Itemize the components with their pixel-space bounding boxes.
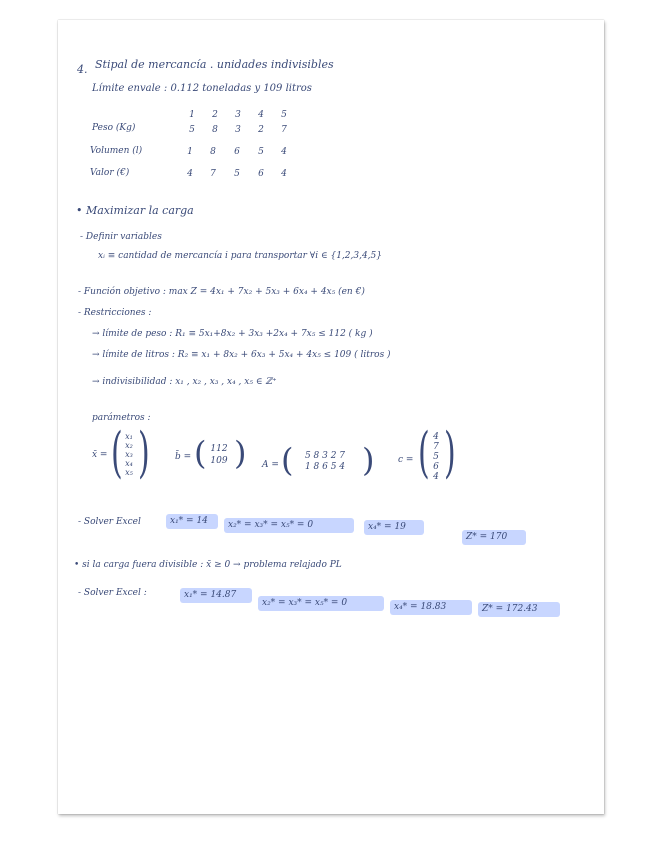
solver1-x4: x₄* = 19: [368, 522, 406, 532]
table-cell: 6: [258, 169, 264, 179]
table-cell: 6: [234, 147, 240, 157]
a-row: 1 8 6 5 4: [304, 462, 346, 472]
a-right-paren: ): [362, 441, 375, 479]
c-right-paren: ): [444, 422, 456, 486]
solver2-x1: x₁* = 14.87: [184, 590, 237, 600]
x-vec-entry: x₅: [125, 468, 133, 477]
x-vector-name: x̄ =: [92, 450, 108, 460]
x-vector: [122, 432, 136, 477]
c-vec-entry: 4: [433, 432, 439, 442]
table-cell: 5: [258, 147, 264, 157]
c-vec-entry: 5: [433, 452, 439, 462]
table-cell: 2: [258, 125, 264, 135]
table-cell: 7: [281, 125, 287, 135]
restrictions-label: - Restricciones :: [78, 308, 152, 318]
b-vector-name: b̄ =: [175, 452, 192, 462]
table-cell: 3: [235, 125, 241, 135]
x-vec-entry: x₁: [125, 432, 133, 441]
x-vec-entry: x₄: [125, 459, 133, 468]
row-label: Valor (€): [90, 168, 130, 178]
x-vec-entry: x₂: [125, 441, 133, 450]
solver1-z: Z* = 170: [466, 532, 508, 542]
table-cell: 8: [212, 125, 218, 135]
c-vector-name: c =: [398, 455, 414, 465]
x-vec-entry: x₃: [125, 450, 133, 459]
divisible-heading: • si la carga fuera divisible : x̄ ≥ 0 → problema relajado PL: [74, 560, 342, 570]
table-cell: 4: [281, 147, 287, 157]
table-cell: 5: [234, 169, 240, 179]
table-cell: 4: [187, 169, 193, 179]
table-cell: 8: [210, 147, 216, 157]
exercise-number: 4.: [77, 63, 88, 76]
col-header: 5: [281, 110, 287, 120]
solver2-label: - Solver Excel :: [78, 588, 147, 598]
define-variables-label: - Definir variables: [80, 232, 162, 242]
a-matrix: [292, 451, 358, 473]
solver2-x235: x₂* = x₃* = x₅* = 0: [262, 598, 348, 608]
b-right-paren: ): [234, 434, 247, 472]
table-cell: 1: [187, 147, 193, 157]
col-header: 2: [212, 110, 218, 120]
table-cell: 4: [281, 169, 287, 179]
table-cell: 7: [210, 169, 216, 179]
objective-function: - Función objetivo : max Z = 4x₁ + 7x₂ + 5x₃ + 6x₄ + 4x₅ (en €): [78, 287, 365, 297]
restriction-volume: → límite de litros : R₂ ≡ x₁ + 8x₂ + 6x₃ + 5x₄ + 4x₅ ≤ 109 ( litros ): [92, 350, 391, 360]
section-heading-maximize: • Maximizar la carga: [76, 204, 194, 217]
solver1-label: - Solver Excel: [78, 517, 141, 527]
col-header: 1: [189, 110, 195, 120]
b-vec-entry: 109: [210, 456, 228, 466]
variable-definition: xᵢ ≡ cantidad de mercancía i para transportar ∀i ∈ {1,2,3,4,5}: [98, 251, 382, 261]
c-vec-entry: 6: [433, 462, 439, 472]
c-left-paren: (: [418, 422, 430, 486]
col-header: 4: [258, 110, 264, 120]
restriction-integer: → indivisibilidad : x₁ , x₂ , x₃ , x₄ , x₅ ∈ ℤ⁺: [92, 377, 277, 387]
x-right-paren: ): [138, 422, 150, 486]
row-label: Volumen (l): [90, 146, 143, 156]
b-left-paren: (: [194, 434, 207, 472]
limits-line: Límite envale : 0.112 toneladas y 109 litros: [92, 83, 312, 94]
c-vec-entry: 4: [433, 472, 439, 482]
exercise-title: Stipal de mercancía . unidades indivisibles: [95, 58, 334, 71]
table-cell: 5: [189, 125, 195, 135]
a-matrix-name: A =: [262, 460, 279, 470]
c-vec-entry: 7: [433, 442, 439, 452]
solver2-x4: x₄* = 18.83: [394, 602, 447, 612]
b-vector: [205, 443, 233, 467]
c-vector: [429, 432, 443, 482]
a-left-paren: (: [281, 441, 294, 479]
solver1-x1: x₁* = 14: [170, 516, 208, 526]
a-row: 5 8 3 2 7: [304, 451, 346, 461]
parameters-label: parámetros :: [92, 413, 151, 423]
row-label: Peso (Kg): [92, 123, 136, 133]
restriction-weight: → límite de peso : R₁ ≡ 5x₁+8x₂ + 3x₃ +2x₄ + 7x₅ ≤ 112 ( kg ): [92, 329, 373, 339]
x-left-paren: (: [111, 422, 123, 486]
b-vec-entry: 112: [210, 444, 228, 454]
col-header: 3: [235, 110, 241, 120]
solver1-x235: x₂* = x₃* = x₅* = 0: [228, 520, 314, 530]
solver2-z: Z* = 172.43: [482, 604, 538, 614]
